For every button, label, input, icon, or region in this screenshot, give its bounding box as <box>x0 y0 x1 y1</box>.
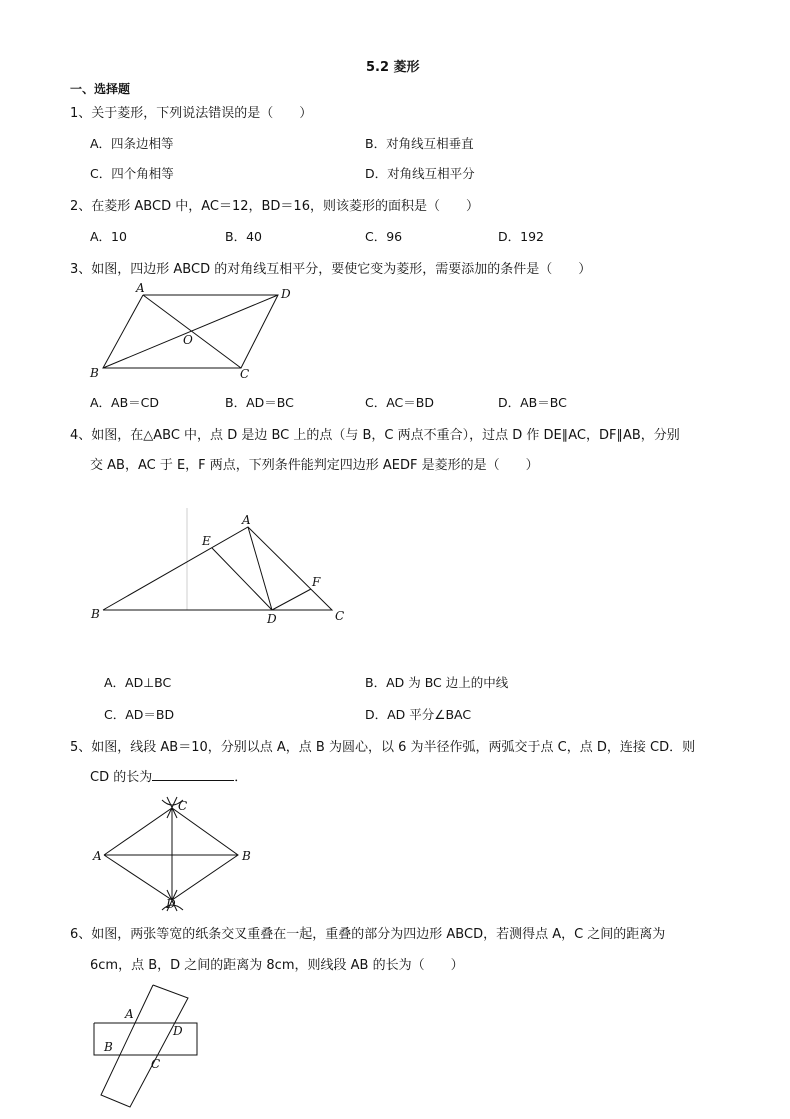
q2-stem: 2、在菱形 ABCD 中，AC＝12，BD＝16，则该菱形的面积是（ ） <box>70 199 479 214</box>
q4-stem-line2: 交 AB，AC 于 E，F 两点，下列条件能判定四边形 AEDF 是菱形的是（ ） <box>90 458 539 473</box>
q6-stem-line2: 6cm，点 B，D 之间的距离为 8cm，则线段 AB 的长为（ ） <box>90 958 464 973</box>
q4-label-e: E <box>202 534 211 548</box>
q4-label-a: A <box>242 513 251 527</box>
q3-option-c: C．AC＝BD <box>365 395 434 410</box>
q5-label-c: C <box>178 799 188 813</box>
q2-option-c: C．96 <box>365 229 403 244</box>
q1-option-c: C．四个角相等 <box>90 166 174 181</box>
q3-label-c: C <box>240 367 250 381</box>
q3-stem: 3、如图，四边形 ABCD 的对角线互相平分，要使它变为菱形，需要添加的条件是（ ） <box>70 262 592 277</box>
q4-option-b: B．AD 为 BC 边上的中线 <box>365 675 509 690</box>
page-title: 5.2 菱形 <box>366 60 420 75</box>
q5-label-b: B <box>242 849 251 863</box>
q1-option-b: B．对角线互相垂直 <box>365 136 474 151</box>
q4-option-d: D．AD 平分∠BAC <box>365 707 472 722</box>
q5-stem-prefix: CD 的长为 <box>90 770 153 785</box>
q4-option-c: C．AD＝BD <box>104 707 175 722</box>
q1-stem: 1、关于菱形，下列说法错误的是（ ） <box>70 106 313 121</box>
q6-label-d: D <box>173 1024 183 1038</box>
q3-option-d: D．AB＝BC <box>498 395 567 410</box>
q2-option-b: B．40 <box>225 229 262 244</box>
q4-label-f: F <box>312 575 321 589</box>
q1-option-a: A．四条边相等 <box>90 136 174 151</box>
q3-label-d: D <box>281 287 291 301</box>
q4-stem-line1: 4、如图，在△ABC 中，点 D 是边 BC 上的点（与 B，C 两点不重合），过点 D 作 DE∥AC，DF∥AB，分别 <box>70 428 680 443</box>
q3-option-b: B．AD＝BC <box>225 395 294 410</box>
q6-label-b: B <box>104 1040 113 1054</box>
q4-label-d: D <box>267 612 277 626</box>
section-heading: 一、选择题 <box>70 82 131 96</box>
q3-label-b: B <box>90 366 99 380</box>
q5-stem-line1: 5、如图，线段 AB＝10，分别以点 A，点 B 为圆心，以 6 为半径作弧，两弧交于点 C，点 D，连接 CD．则 <box>70 740 696 755</box>
q2-option-d: D．192 <box>498 229 544 244</box>
q3-label-a: A <box>136 281 145 295</box>
q6-label-c: C <box>151 1057 161 1071</box>
q3-label-o: O <box>183 333 193 347</box>
q6-stem-line1: 6、如图，两张等宽的纸条交叉重叠在一起，重叠的部分为四边形 ABCD，若测得点 A，C 之间的距离为 <box>70 927 666 942</box>
q6-label-a: A <box>125 1007 134 1021</box>
q1-option-d: D．对角线互相平分 <box>365 166 475 181</box>
q5-label-d: D <box>166 897 176 911</box>
q5-stem-suffix: ． <box>234 770 248 785</box>
q5-label-a: A <box>93 849 102 863</box>
q4-option-a: A．AD⊥BC <box>104 675 172 690</box>
q2-option-a: A．10 <box>90 229 127 244</box>
q3-option-a: A．AB＝CD <box>90 395 160 410</box>
q4-label-c: C <box>335 609 345 623</box>
q4-label-b: B <box>91 607 100 621</box>
